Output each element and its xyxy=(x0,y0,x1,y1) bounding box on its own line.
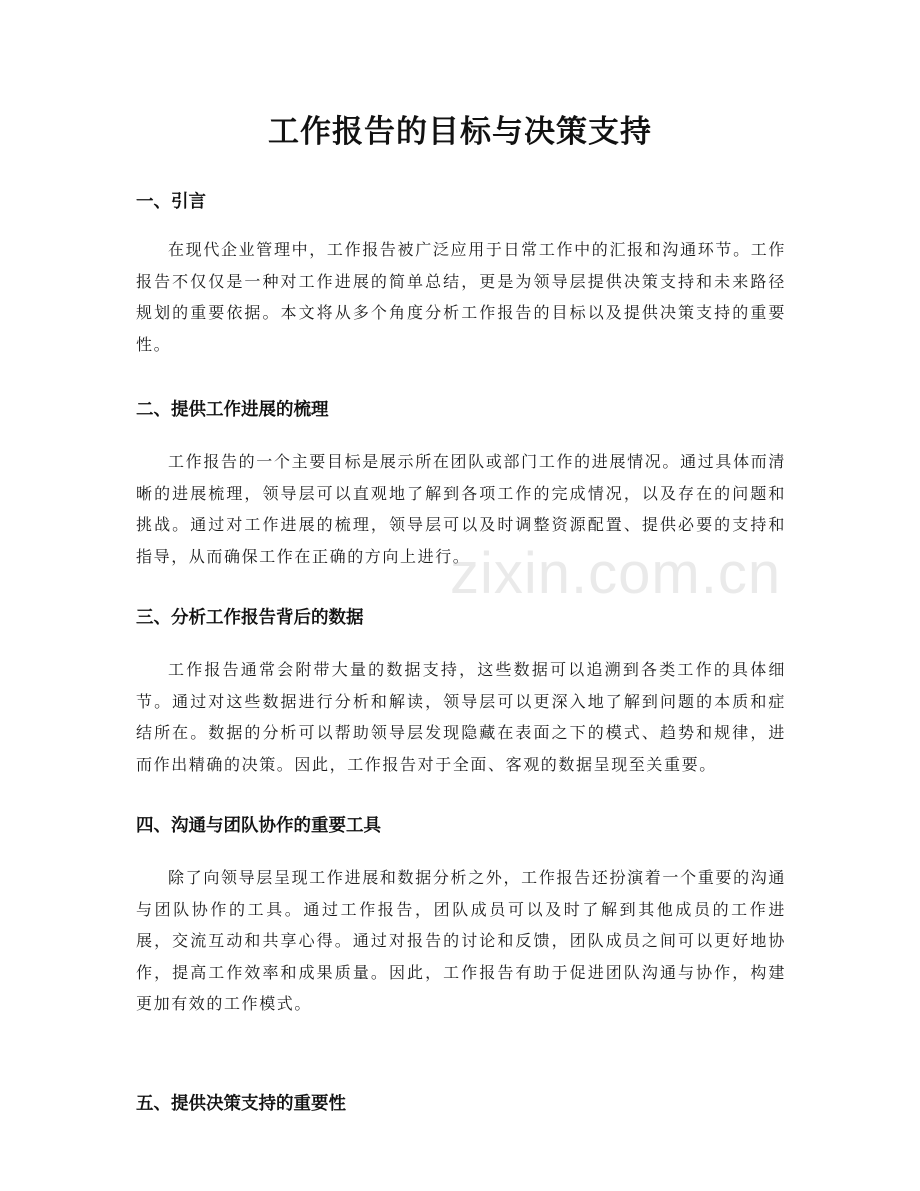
section-heading-data: 三、分析工作报告背后的数据 xyxy=(136,608,364,628)
section-heading-intro: 一、引言 xyxy=(136,192,206,212)
section-heading-communication: 四、沟通与团队协作的重要工具 xyxy=(136,816,381,836)
section-paragraph-data: 工作报告通常会附带大量的数据支持，这些数据可以追溯到各类工作的具体细节。通过对这些数据进行分析和解读，领导层可以更深入地了解到问题的本质和症结所在。数据的分析可以帮助领导层发现隐藏在表面之下的模式、趋势和规律，进而作出精确的决策。因此，工作报告对于全面、客观的数据呈现至关重要。 xyxy=(136,660,786,774)
document-title: 工作报告的目标与决策支持 xyxy=(268,114,652,150)
section-paragraph-communication: 除了向领导层呈现工作进展和数据分析之外，工作报告还扮演着一个重要的沟通与团队协作的工具。通过工作报告，团队成员可以及时了解到其他成员的工作进展，交流互动和共享心得。通过对报告的讨论和反馈，团队成员之间可以更好地协作，提高工作效率和成果质量。因此，工作报告有助于促进团队沟通与协作，构建更加有效的工作模式。 xyxy=(136,868,786,1013)
watermark: zixin.com.cn xyxy=(450,541,782,606)
section-paragraph-intro: 在现代企业管理中，工作报告被广泛应用于日常工作中的汇报和沟通环节。工作报告不仅仅是一种对工作进展的简单总结，更是为领导层提供决策支持和未来路径规划的重要依据。本文将从多个角度分析工作报告的目标以及提供决策支持的重要性。 xyxy=(136,240,786,354)
section-heading-decision: 五、提供决策支持的重要性 xyxy=(136,1094,346,1114)
section-paragraph-progress: 工作报告的一个主要目标是展示所在团队或部门工作的进展情况。通过具体而清晰的进展梳理，领导层可以直观地了解到各项工作的完成情况，以及存在的问题和挑战。通过对工作进展的梳理，领导层可以及时调整资源配置、提供必要的支持和指导，从而确保工作在正确的方向上进行。 xyxy=(136,452,786,566)
section-heading-progress: 二、提供工作进展的梳理 xyxy=(136,400,329,420)
